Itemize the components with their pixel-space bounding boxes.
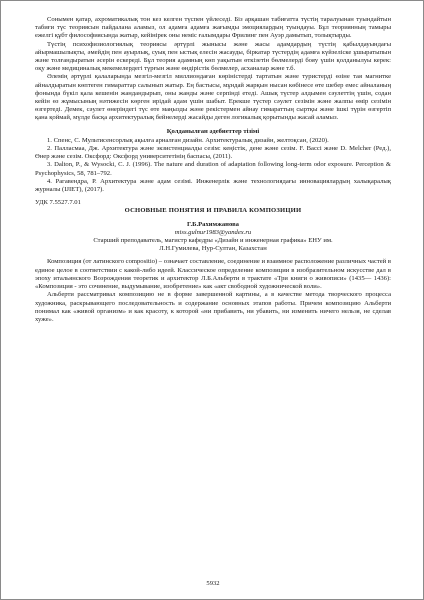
paragraph-3: Әлемің әртүрлі қалаларында мезгіл-мезгіл миллиондаған көріністерді тартатын және туристерді өзіне тая магнитке айналдыратын көптеген гимараттар салынып жатыр. Ең бастысы, мұндай жарқын нысан көбінесе өте шебер емес айналаның фонында бүкіл қала кешенін жандандырып, оны жанды және серпінді етеді. Ашық түстер алдымен сәулеттің үшін, содан кейін өз жұмысының нәтижесін көрген ирідай адам үшін шабыт. Ерекше түстер сәулет сезімін және жалпы өмір сезімін өзгертеді. Демек, сәулет өнеріндегі түс өте маңызды және рекістермен айнау гимараттың сыртқы және ішкі түрін өзгертіп қана қоймай, мүлде басқа архитектуралық бейнелерді жасайды деген логикалық қорытынды жасай аламыз. <box>35 73 391 122</box>
udk-code: УДК 7.5527.7.01 <box>35 199 81 207</box>
author-affiliation-line-1: Старший преподаватель, магистр кафедры «Дизайн и инженерная графика» ЕНУ им. <box>93 237 333 245</box>
references-title: Қолданылған әдебиеттер тізімі <box>166 127 260 135</box>
reference-item-3: 3. Dalton, P., & Wysocki, C. J. (1996). The nature and duration of adaptation following long-term odor exposure. Perception & Psychophysics, 58, 781–792. <box>35 161 391 177</box>
reference-item-2: 2. Палласмаа, Дж. Архитектура және экзистенциалды сезім: кеңістік, дене және сезім. F. Вассі және D. Melcher (Ред.), Өнер және сезім. Оксфорд: Оксфорд университетінің баспасы, (2011). <box>35 145 391 161</box>
paragraph-1: Сонымен қатар, ахроматикалық тон кез келген түспен үйлеседі. Біз арқашан табиғатта түстің таралуынан туындайтын табиғи түс теориясын пайдалана аламыз, ол адамға адамға жағымды эмоциялардың туындауы. Бұл теориянның тамыры ежелгі құбт философиясында жатыр, кейінірек оны неміс ғалымдары Фрилинг пен Ауэр дамытып, толықтырды. <box>35 16 391 40</box>
author-affiliation-line-2: Л.Н.Гумилева, Нур-Султан, Казахстан <box>159 245 267 253</box>
paragraph-4: Композиция (от латинского compositio) – означает составление, соединение и взаимное расположение различных частей в единое целое в соответствии с какой-либо идеей. Классическое определение композиции в изобразительном искусстве дал в эпоху итальянского Возрождения теоретик и архитектор Л.Б.Альберти в трактате «Три книги о живописи» (1435— 1436): «Композиция - это сочинение, выдумывание, изобретение» как «акт свободной художнической воли». <box>35 258 391 291</box>
page-content <box>35 16 391 324</box>
reference-item-4: 4. Рагавендра, Р. Архитектура және адам сезімі. Инженерлік және технологиядағы инновациялардың халықаралық журналы (IJIET), (2017). <box>35 177 391 194</box>
paragraph-2: Түстің психофизиологиялық теориясы әртүрлі жынысы және жасы адамдардың түстің қабылдауындағы айырмашылықты, әмейдің пен ауырлық, суық пен ыстық елесін жасауды, біркатар түстердің адамға күйзеліске ұшыратыпын және толғандыратын әсерін ескереді. Бұл теория адамның көп уақытын өткізетін бөлмелерді бояу үшін қолданылуы керек: оқу және медициналық мекемелердегі түрғын және өндірістік бөлмелер, асханалар және т.б. <box>35 40 391 73</box>
reference-item-1: 1. Спенс, С. Мультисенсорлық ақылға арналған дизайн. Архитектуралық дизайн, желтоқсан, (2020). <box>47 136 329 144</box>
page-number: 5932 <box>206 580 220 587</box>
author-name: Г.Б.Рахимжанова <box>187 220 239 228</box>
article-title: ОСНОВНЫЕ ПОНЯТИЯ И ПРАВИЛА КОМПОЗИЦИИ <box>124 207 302 215</box>
paragraph-5: Альберти рассматривал композицию не в форме завершенной картины, а в качестве метода творческого процесса художника, раскрывающего последовательность и содержание основных этапов работы. Причем композицию Альберти понимал как «живой организм» и как красоту, к которой «ни прибавить, ни убавить, ни изменить ничего нельзя, не сделав хуже». <box>35 291 391 323</box>
author-email: miss.gulnur1983@yandex.ru <box>174 228 252 236</box>
